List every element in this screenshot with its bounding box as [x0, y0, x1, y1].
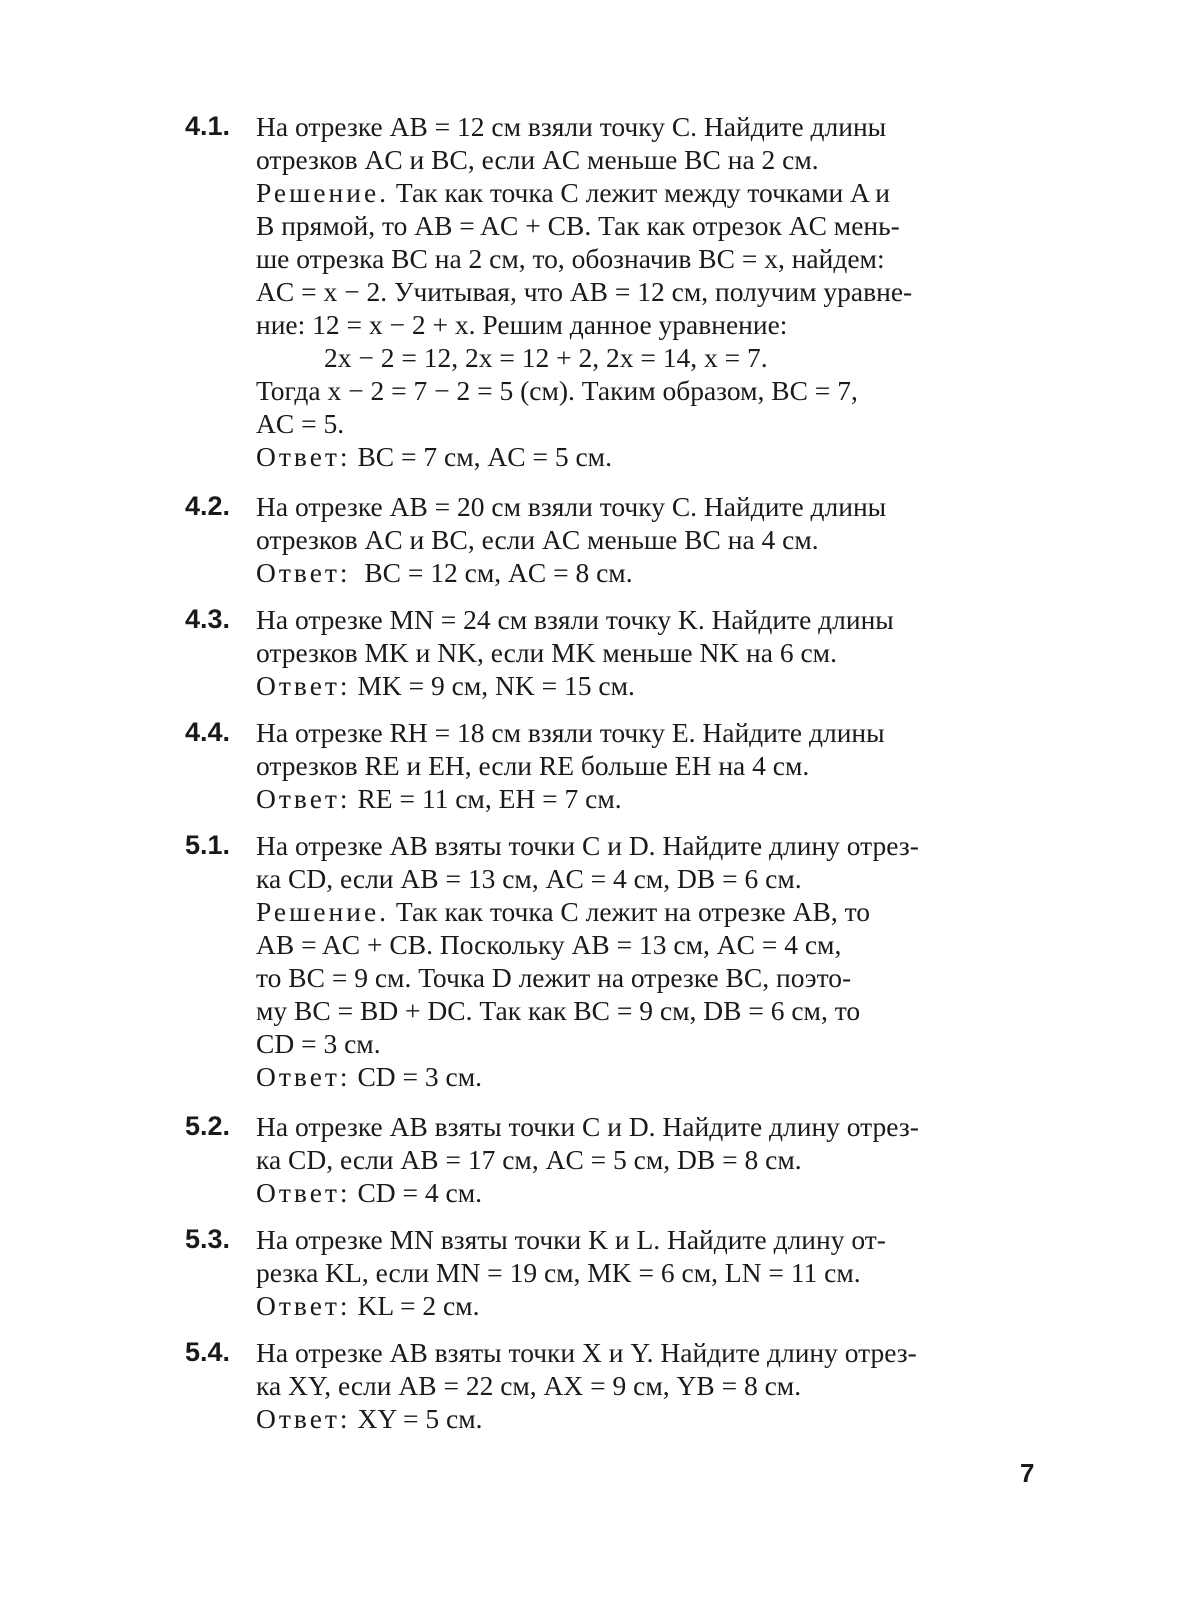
answer-label: Ответ:	[256, 557, 351, 588]
problem-text: На отрезке AB взяты точки C и D. Найдите длину отрез- ка CD, если AB = 17 см, AC = 5 см, DB = 8 см.	[256, 1111, 919, 1175]
problem-number: 4.2.	[185, 491, 231, 521]
problem-number: 4.4.	[185, 717, 231, 747]
problem-4-1	[185, 110, 1065, 473]
problem-number: 4.1.	[185, 111, 231, 141]
problem-text: На отрезке MN взяты точки K и L. Найдите длину от- резка KL, если MN = 19 см, MK = 6 см, LN = 11 см.	[256, 1224, 886, 1288]
problem-5-2	[185, 1110, 1065, 1209]
answer-label: Ответ:	[256, 1177, 351, 1208]
answer: Ответ: XY = 5 см.	[256, 1403, 483, 1434]
solution: Решение. Так как точка C лежит на отрезке AB, то AB = AC + CB. Поскольку AB = 13 см, AC = 4 см, то BC = 9 см. Точка D лежит на отрезке BC, поэто- му BC = BD + DC. Так как BC = 9 см, DB = 6 см, то CD = 3 см.	[256, 896, 870, 1059]
problem-number: 5.4.	[185, 1337, 231, 1367]
answer-label: Ответ:	[256, 783, 351, 814]
answer: Ответ: BC = 7 см, AC = 5 см.	[256, 441, 612, 472]
page-number: 7	[1020, 1458, 1035, 1488]
problem-5-3	[185, 1223, 1065, 1322]
problem-text: На отрезке MN = 24 см взяли точку K. Найдите длины отрезков MK и NK, если MK меньше NK на 6 см.	[256, 604, 894, 668]
problem-number: 4.3.	[185, 604, 231, 634]
problem-4-3	[185, 603, 1065, 702]
answer-label: Ответ:	[256, 1403, 351, 1434]
problem-5-4	[185, 1336, 1065, 1435]
problem-text: На отрезке RH = 18 см взяли точку E. Найдите длины отрезков RE и EH, если RE больше EH на 4 см.	[256, 717, 885, 781]
answer-label: Ответ:	[256, 670, 351, 701]
answer: Ответ: MK = 9 см, NK = 15 см.	[256, 670, 635, 701]
answer-label: Ответ:	[256, 1290, 351, 1321]
problem-number: 5.1.	[185, 830, 231, 860]
problem-text: На отрезке AB = 20 см взяли точку C. Найдите длины отрезков AC и BC, если AC меньше BC на 4 см.	[256, 491, 887, 555]
solution-label: Решение.	[256, 177, 390, 208]
problem-text: На отрезке AB взяты точки X и Y. Найдите длину отрез- ка XY, если AB = 22 см, AX = 9 см, YB = 8 см.	[256, 1337, 917, 1401]
answer: Ответ: CD = 4 см.	[256, 1177, 483, 1208]
answer-label: Ответ:	[256, 1061, 351, 1092]
answer: Ответ: RE = 11 см, EH = 7 см.	[256, 783, 622, 814]
answer: Ответ: CD = 3 см.	[256, 1061, 483, 1092]
problem-number: 5.2.	[185, 1111, 231, 1141]
problem-5-1	[185, 829, 1065, 1093]
problem-4-4	[185, 716, 1065, 815]
answer: Ответ: BC = 12 см, AC = 8 см.	[256, 557, 633, 588]
problem-text: На отрезке AB взяты точки C и D. Найдите длину отрез- ка CD, если AB = 13 см, AC = 4 см, DB = 6 см.	[256, 830, 919, 894]
problem-text: На отрезке AB = 12 см взяли точку C. Найдите длины отрезков AC и BC, если AC меньше BC на 2 см.	[256, 111, 887, 175]
solution: Решение. Так как точка C лежит между точками A и B прямой, то AB = AC + CB. Так как отрезок AC мень- ше отрезка BC на 2 см, то, обозначив BC = x, найдем: AC = x − 2. Учитывая, что AB = 12 см, получим уравне- ние: 12 = x − 2 + x. Решим данное уравнение: 2x − 2 = 12, 2x = 12 + 2, 2x = 14, x = 7. Тогда x − 2 = 7 − 2 = 5 (см). Таким образом, BC = 7, AC = 5.	[256, 177, 913, 439]
answer: Ответ: KL = 2 см.	[256, 1290, 480, 1321]
solution-label: Решение.	[256, 896, 390, 927]
answer-label: Ответ:	[256, 441, 351, 472]
problem-number: 5.3.	[185, 1224, 231, 1254]
problem-4-2	[185, 490, 1065, 589]
equation-line: 2x − 2 = 12, 2x = 12 + 2, 2x = 14, x = 7.	[324, 342, 768, 373]
